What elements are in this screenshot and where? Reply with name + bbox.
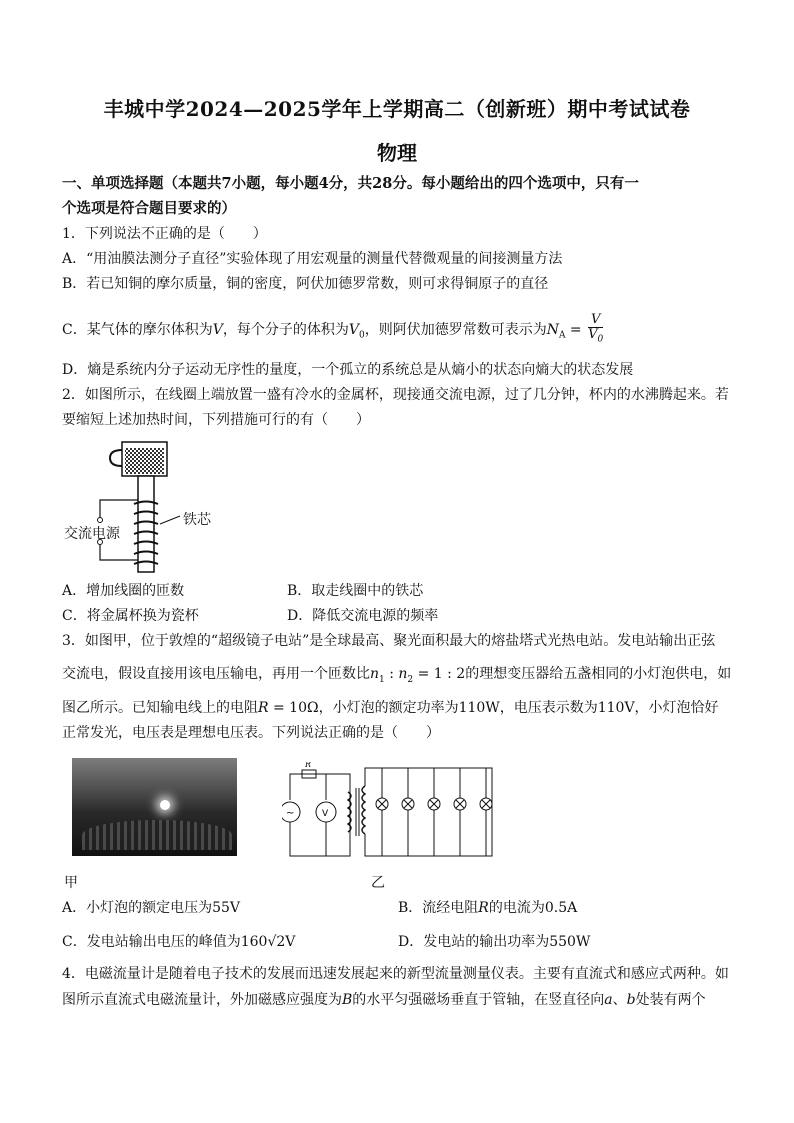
q4-bb-sym: b bbox=[626, 992, 636, 1008]
q1-c-v0-sub: 0 bbox=[358, 330, 365, 341]
q3-c-pre: C．发电站输出电压的峰值为160 bbox=[62, 934, 268, 950]
q3-stem2-post: 的理想变压器给五盏相同的小灯泡供电，如 bbox=[465, 666, 732, 682]
core-pointer bbox=[160, 516, 180, 524]
q3-ratio-sep: : bbox=[384, 666, 399, 682]
q1-c-den-sub: 0 bbox=[597, 334, 604, 345]
q1-c-pre: C．某气体的摩尔体积为 bbox=[62, 321, 213, 338]
primary-wire-bottom bbox=[290, 834, 350, 856]
q1-c-na-sub: A bbox=[558, 330, 566, 341]
q3-c-post: V bbox=[285, 934, 296, 950]
q3-stem2-pre: 交流电，假设直接用该电压输电，再用一个匝数比 bbox=[62, 666, 370, 682]
q3-option-d: D．发电站的输出功率为550W bbox=[398, 934, 591, 950]
q3-ratio-val: = 1 : 2 bbox=[413, 666, 466, 682]
q1-stem: 1．下列说法不正确的是（ ） bbox=[62, 226, 267, 242]
q3-stem-2 bbox=[62, 664, 731, 690]
q4-b-sym: B bbox=[342, 992, 353, 1008]
q1-c-na: N bbox=[546, 321, 559, 338]
q1-c-v0: V bbox=[348, 321, 359, 338]
q4-stem2-pre: 图所示直流式电磁流量计，外加磁感应强度为 bbox=[62, 992, 342, 1008]
q2-stem-cont: 要缩短上述加热时间，下列措施可行的有（ ） bbox=[62, 412, 370, 428]
q3-option-c bbox=[62, 932, 295, 952]
label-ac-source: 交流电源 bbox=[64, 526, 120, 542]
q3-stem-3 bbox=[62, 698, 719, 718]
wire-top bbox=[100, 500, 138, 520]
q3-option-b bbox=[398, 898, 577, 918]
q2-option-b: B．取走线圈中的铁芯 bbox=[287, 583, 424, 599]
solar-station-photo bbox=[72, 758, 237, 856]
circuit-label-V: V bbox=[322, 809, 329, 819]
q1-c-den bbox=[588, 328, 603, 347]
coil-cup-diagram bbox=[62, 436, 232, 574]
subject-title: 物理 bbox=[377, 141, 417, 165]
iron-core bbox=[138, 476, 154, 572]
circuit-label-source: ~ bbox=[286, 808, 295, 819]
q3-stem: 3．如图甲，位于敦煌的“超级镜子电站”是全球最高、聚光面积最大的熔盐塔式光热电站。发电站输出正弦 bbox=[62, 633, 716, 649]
q3-stem3-pre: 图乙所示。已知输电线上的电阻 bbox=[62, 700, 258, 716]
q3-n2-sub: 2 bbox=[407, 674, 414, 685]
section-heading: 一、单项选择题（本题共7小题，每小题4分，共28分。每小题给出的四个选项中，只有一 bbox=[62, 175, 639, 192]
transformer-circuit bbox=[282, 762, 502, 860]
secondary-coil bbox=[362, 786, 365, 834]
q3-b-pre: B．流经电阻 bbox=[398, 900, 479, 916]
q1-c-eq: = bbox=[565, 321, 587, 338]
q1-option-d: D．熵是系统内分子运动无序性的量度，一个孤立的系统总是从熵小的状态向熵大的状态发展 bbox=[62, 362, 634, 378]
cup-handle bbox=[110, 450, 122, 466]
q3-b-r: R bbox=[478, 900, 489, 916]
q3-n1: n bbox=[370, 666, 380, 682]
tower-light bbox=[160, 800, 170, 810]
figure-label-yi: 乙 bbox=[371, 875, 385, 891]
q3-r-sym: R bbox=[258, 700, 269, 716]
secondary-wire bbox=[365, 768, 492, 856]
q1-c-post: ，则阿伏加德罗常数可表示为 bbox=[364, 321, 547, 338]
q1-c-fraction bbox=[588, 313, 603, 347]
mirror-field bbox=[82, 820, 232, 850]
q1-c-den-v: V bbox=[588, 327, 598, 342]
primary-wire-top bbox=[290, 774, 350, 788]
wire-bottom bbox=[100, 542, 138, 560]
q3-stem3-mid: ，小灯泡的额定功率为110W，电压表示数为110V，小灯泡恰好 bbox=[318, 700, 719, 716]
q3-c-root: √2 bbox=[267, 934, 286, 950]
q3-n1-sub: 1 bbox=[379, 674, 385, 685]
q3-r-val: = 10Ω bbox=[268, 700, 319, 716]
q1-option-a: A．“用油膜法测分子直径”实验体现了用宏观量的测量代替微观量的间接测量方法 bbox=[62, 251, 563, 267]
section-heading-cont: 个选项是符合题目要求的） bbox=[62, 200, 236, 217]
q4-sep: 、 bbox=[612, 992, 627, 1008]
q4-stem2-post: 处装有两个 bbox=[635, 992, 706, 1008]
q3-n2: n bbox=[398, 666, 408, 682]
q1-c-mid: ，每个分子的体积为 bbox=[222, 321, 349, 338]
q4-stem2-mid: 的水平匀强磁场垂直于管轴，在竖直径向 bbox=[352, 992, 605, 1008]
circuit-label-R: R bbox=[305, 762, 312, 769]
q2-option-d: D．降低交流电源的频率 bbox=[287, 608, 439, 624]
page-title: 丰城中学2024—2025学年上学期高二（创新班）期中考试试卷 bbox=[103, 97, 691, 121]
q4-a-sym: a bbox=[604, 992, 613, 1008]
q2-stem: 2．如图所示，在线圈上端放置一盛有冷水的金属杯，现接通交流电源，过了几分钟，杯内的水沸腾起来。若 bbox=[62, 387, 729, 403]
label-iron-core: 铁芯 bbox=[183, 512, 211, 528]
cup-water bbox=[125, 448, 164, 474]
terminal-top bbox=[98, 518, 103, 523]
q3-b-post: 的电流为0.5A bbox=[488, 900, 578, 916]
q1-c-v: V bbox=[212, 321, 223, 338]
figure-label-jia: 甲 bbox=[64, 875, 78, 891]
q4-stem: 4．电磁流量计是随着电子技术的发展而迅速发展起来的新型流量测量仪表。主要有直流式和感应式两种。如 bbox=[62, 966, 729, 982]
q4-stem-2 bbox=[62, 990, 706, 1010]
q1-option-b: B．若已知铜的摩尔质量，铜的密度，阿伏加德罗常数，则可求得铜原子的直径 bbox=[62, 276, 549, 292]
q1-c-num: V bbox=[588, 313, 603, 328]
q1-option-c bbox=[62, 313, 603, 347]
q3-option-a: A．小灯泡的额定电压为55V bbox=[62, 900, 241, 916]
q2-option-a: A．增加线圈的匝数 bbox=[62, 583, 185, 599]
q2-option-c: C．将金属杯换为瓷杯 bbox=[62, 608, 199, 624]
q3-stem-4: 正常发光，电压表是理想电压表。下列说法正确的是（ ） bbox=[62, 725, 440, 741]
